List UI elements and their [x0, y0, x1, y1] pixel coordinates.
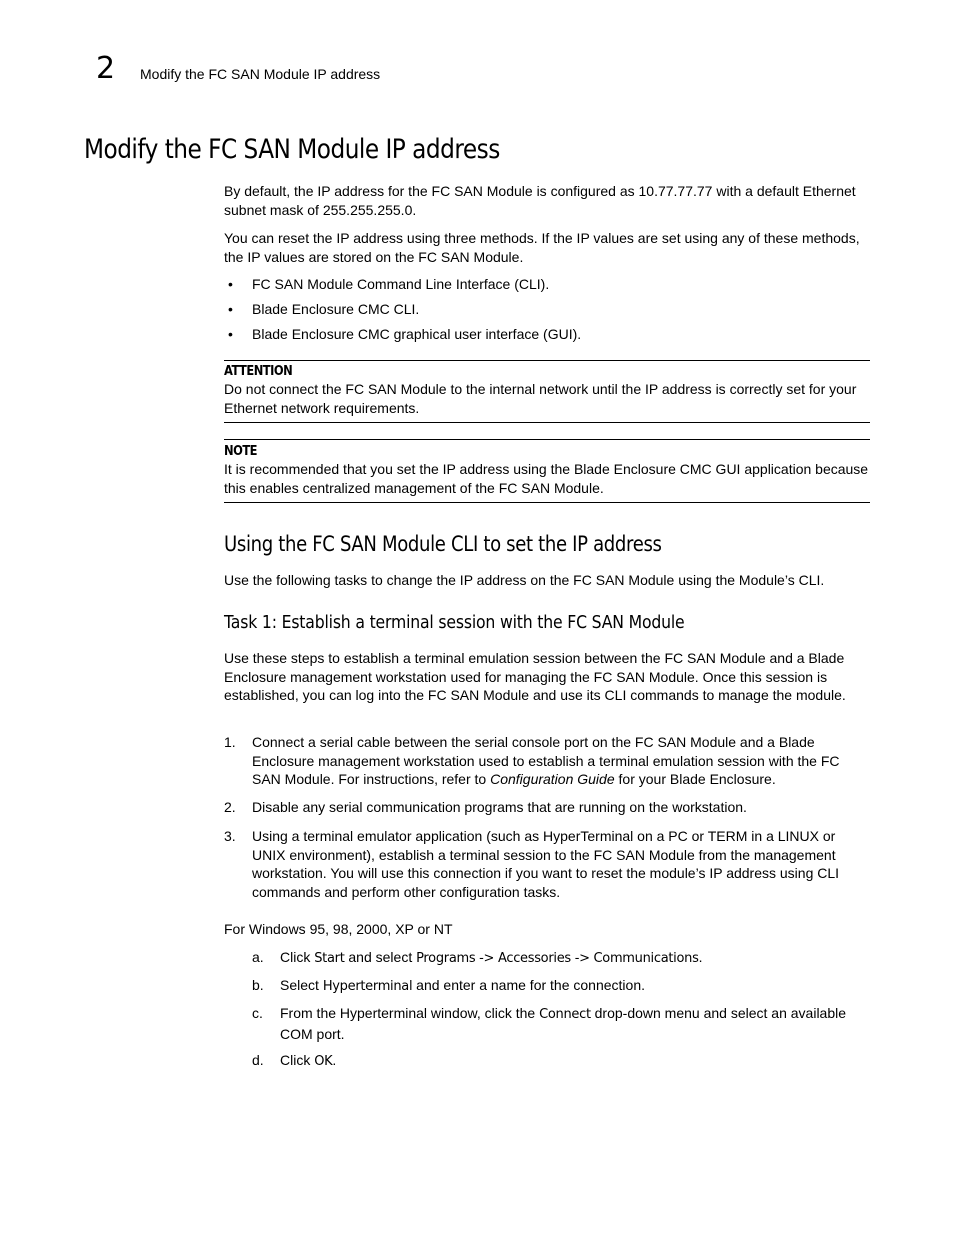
- emphasis-text: Configuration Guide: [490, 771, 615, 788]
- note-bottom-rule: [224, 502, 870, 503]
- bullet-icon: •: [228, 301, 233, 317]
- ui-label: Hyperterminal: [322, 979, 413, 994]
- attention-label: ATTENTION: [224, 363, 293, 379]
- note-label: NOTE: [224, 443, 257, 459]
- ui-label: Connect: [539, 1007, 591, 1022]
- attention-text: Do not connect the FC SAN Module to the internal network until the IP address is correctly set for your Ethernet network requirements.: [224, 381, 857, 416]
- bullet-icon: •: [228, 326, 233, 342]
- ui-label: OK: [314, 1054, 333, 1069]
- subsection-paragraph: Use the following tasks to change the IP address on the FC SAN Module using the Module’s CLI.: [224, 572, 825, 588]
- running-header: Modify the FC SAN Module IP address: [140, 66, 381, 82]
- task-title: Task 1: Establish a terminal session with the FC SAN Module: [224, 612, 685, 633]
- task-intro: Use these steps to establish a terminal emulation session between the FC SAN Module and a Blade Enclosure management workstation used for managing the FC SAN Module. Once this session is established, you can log into the FC SAN Module and use its CLI commands to manage the module.: [224, 650, 846, 704]
- chapter-number: 2: [96, 51, 116, 86]
- attention-top-rule: [224, 360, 870, 361]
- bullet-icon: •: [228, 276, 233, 292]
- windows-label: For Windows 95, 98, 2000, XP or NT: [224, 921, 453, 937]
- intro-paragraph: By default, the IP address for the FC SAN Module is configured as 10.77.77.77 with a default Ethernet subnet mask of 255.255.255.0.: [224, 183, 856, 218]
- ui-label: Programs -> Accessories -> Communications: [416, 951, 699, 966]
- subsection-title: Using the FC SAN Module CLI to set the IP address: [224, 532, 662, 556]
- methods-paragraph: You can reset the IP address using three methods. If the IP values are set using any of these methods, the IP values are stored on the FC SAN Module.: [224, 230, 860, 265]
- note-top-rule: [224, 439, 870, 440]
- note-text: It is recommended that you set the IP address using the Blade Enclosure CMC GUI application because this enables centralized management of the FC SAN Module.: [224, 461, 869, 496]
- ui-label: Start: [314, 951, 345, 966]
- section-title: Modify the FC SAN Module IP address: [84, 134, 500, 165]
- attention-bottom-rule: [224, 422, 870, 423]
